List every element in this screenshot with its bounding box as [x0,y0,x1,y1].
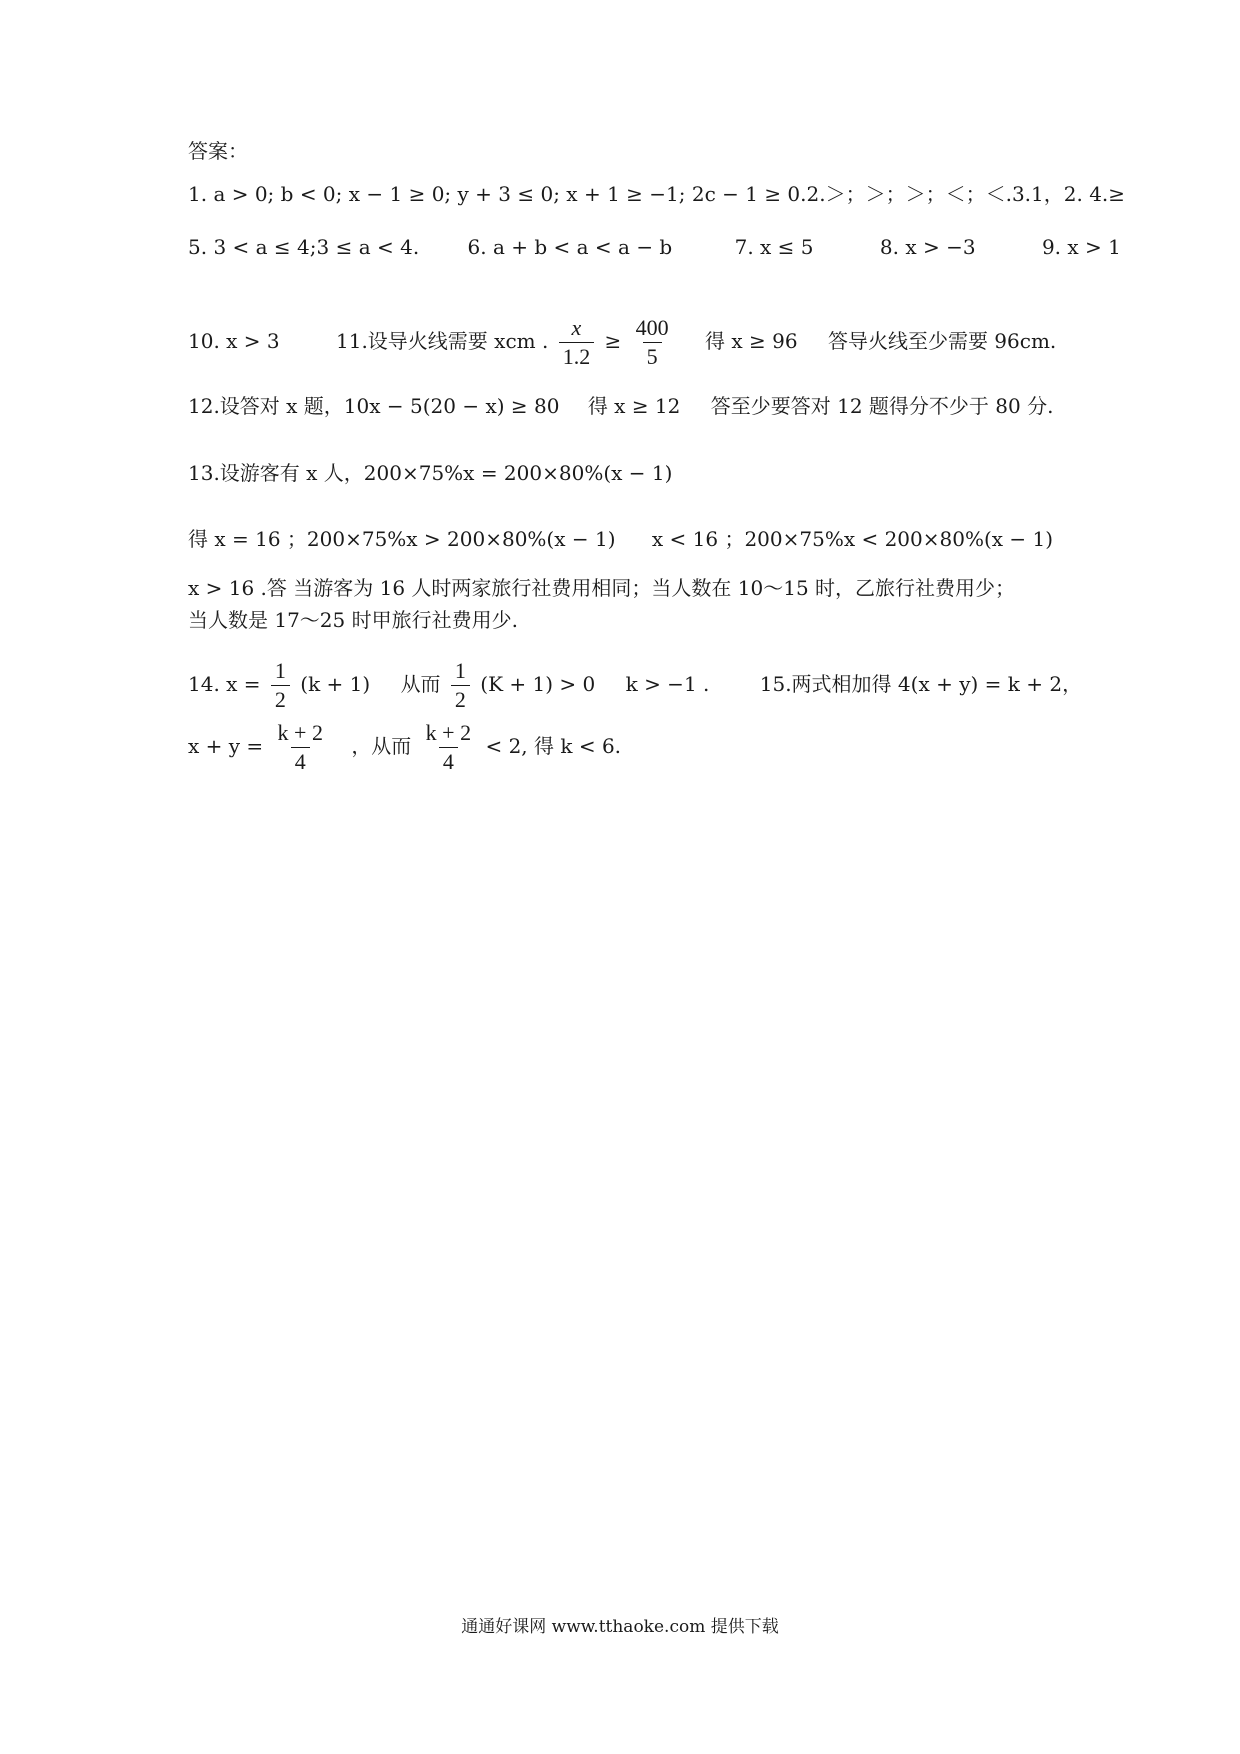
answer-11-conclusion: 答导火线至少需要 96cm. [827,329,1057,353]
answer-6: 6. a + b < a < a − b [467,235,673,259]
fraction-denominator: 2 [451,685,470,714]
fraction-denominator: 4 [291,747,310,776]
answer-14-lhs: 14. x = [188,672,261,696]
answer-14-inequality: (K + 1) > 0 [480,672,596,696]
answer-line-13-results [188,524,1052,554]
inequality-sign: ≥ [604,329,622,353]
answer-14-result: k > −1 . [625,672,710,696]
answer-13-case-2: x < 16 ；200×75%x < 200×80%(x − 1) [651,527,1054,551]
answer-14-factor: (k + 1) [300,672,371,696]
answer-7: 7. x ≤ 5 [734,235,814,259]
fraction-denominator: 5 [643,342,662,371]
fraction-one-half [271,657,290,714]
fraction-numerator: x [571,315,582,340]
answer-line-3 [188,314,1057,371]
fraction-numerator: k + 2 [277,720,323,745]
fraction-numerator: 1 [454,658,466,683]
answer-12-result: 得 x ≥ 12 [587,394,681,418]
answer-line-15 [188,719,1052,776]
answer-15-lhs: x + y = [188,734,264,758]
answer-line-2 [188,232,1121,262]
fraction-numerator: k + 2 [425,720,472,745]
fraction-400-over-5 [632,314,673,371]
answer-10: 10. x > 3 [188,329,280,353]
answer-12-conclusion: 答至少要答对 12 题得分不少于 80 分. [710,394,1054,418]
fraction-k-plus-2-over-4-2 [422,719,475,776]
answer-8: 8. x > −3 [879,235,976,259]
answer-11-setup: 11.设导火线需要 xcm . [336,329,549,353]
fraction-denominator: 1.2 [559,342,595,371]
answer-13-case-1: 得 x = 16 ；200×75%x > 200×80%(x − 1) [188,527,616,551]
fraction-numerator: 400 [635,315,669,340]
answer-9: 9. x > 1 [1041,235,1121,259]
fraction-numerator: 1 [274,658,286,683]
answer-14-therefore: 从而 [400,672,441,696]
answer-line-13-conclusion-2: 当人数是 17～25 时甲旅行社费用少. [188,608,518,632]
fraction-k-plus-2-over-4 [274,719,327,776]
fraction-denominator: 2 [271,685,290,714]
answer-12-setup: 12.设答对 x 题，10x − 5(20 − x) ≥ 80 [188,394,560,418]
fraction-denominator: 4 [439,747,458,776]
answer-15-setup: 15.两式相加得 4(x + y) = k + 2， [759,672,1083,696]
answer-line-4 [188,391,1052,421]
answer-line-13-conclusion-1: x > 16 .答 当游客为 16 人时两家旅行社费用相同；当人数在 10～15 时，乙旅行社费用少； [188,576,1016,600]
answer-line-13: 13.设游客有 x 人，200×75%x = 200×80%(x − 1) [188,461,673,485]
answer-15-therefore: ，从而 [351,734,412,758]
fraction-one-half-2 [451,657,470,714]
answer-5: 5. 3 < a ≤ 4;3 ≤ a < 4. [188,235,420,259]
page-footer: 通通好课网 www.tthaoke.com 提供下载 [461,1617,779,1637]
answer-15-result: < 2, 得 k < 6. [485,734,622,758]
answers-heading: 答案： [188,139,248,163]
answer-11-result: 得 x ≥ 96 [705,329,798,353]
answer-line-14 [188,657,1083,714]
answer-line-1: 1. a > 0; b < 0; x − 1 ≥ 0; y + 3 ≤ 0; x + 1 ≥ −1; 2c − 1 ≥ 0.2.＞；＞；＞；＜；＜.3.1，2. 4.≥ [188,182,1126,206]
fraction-x-over-1-2 [559,314,595,371]
